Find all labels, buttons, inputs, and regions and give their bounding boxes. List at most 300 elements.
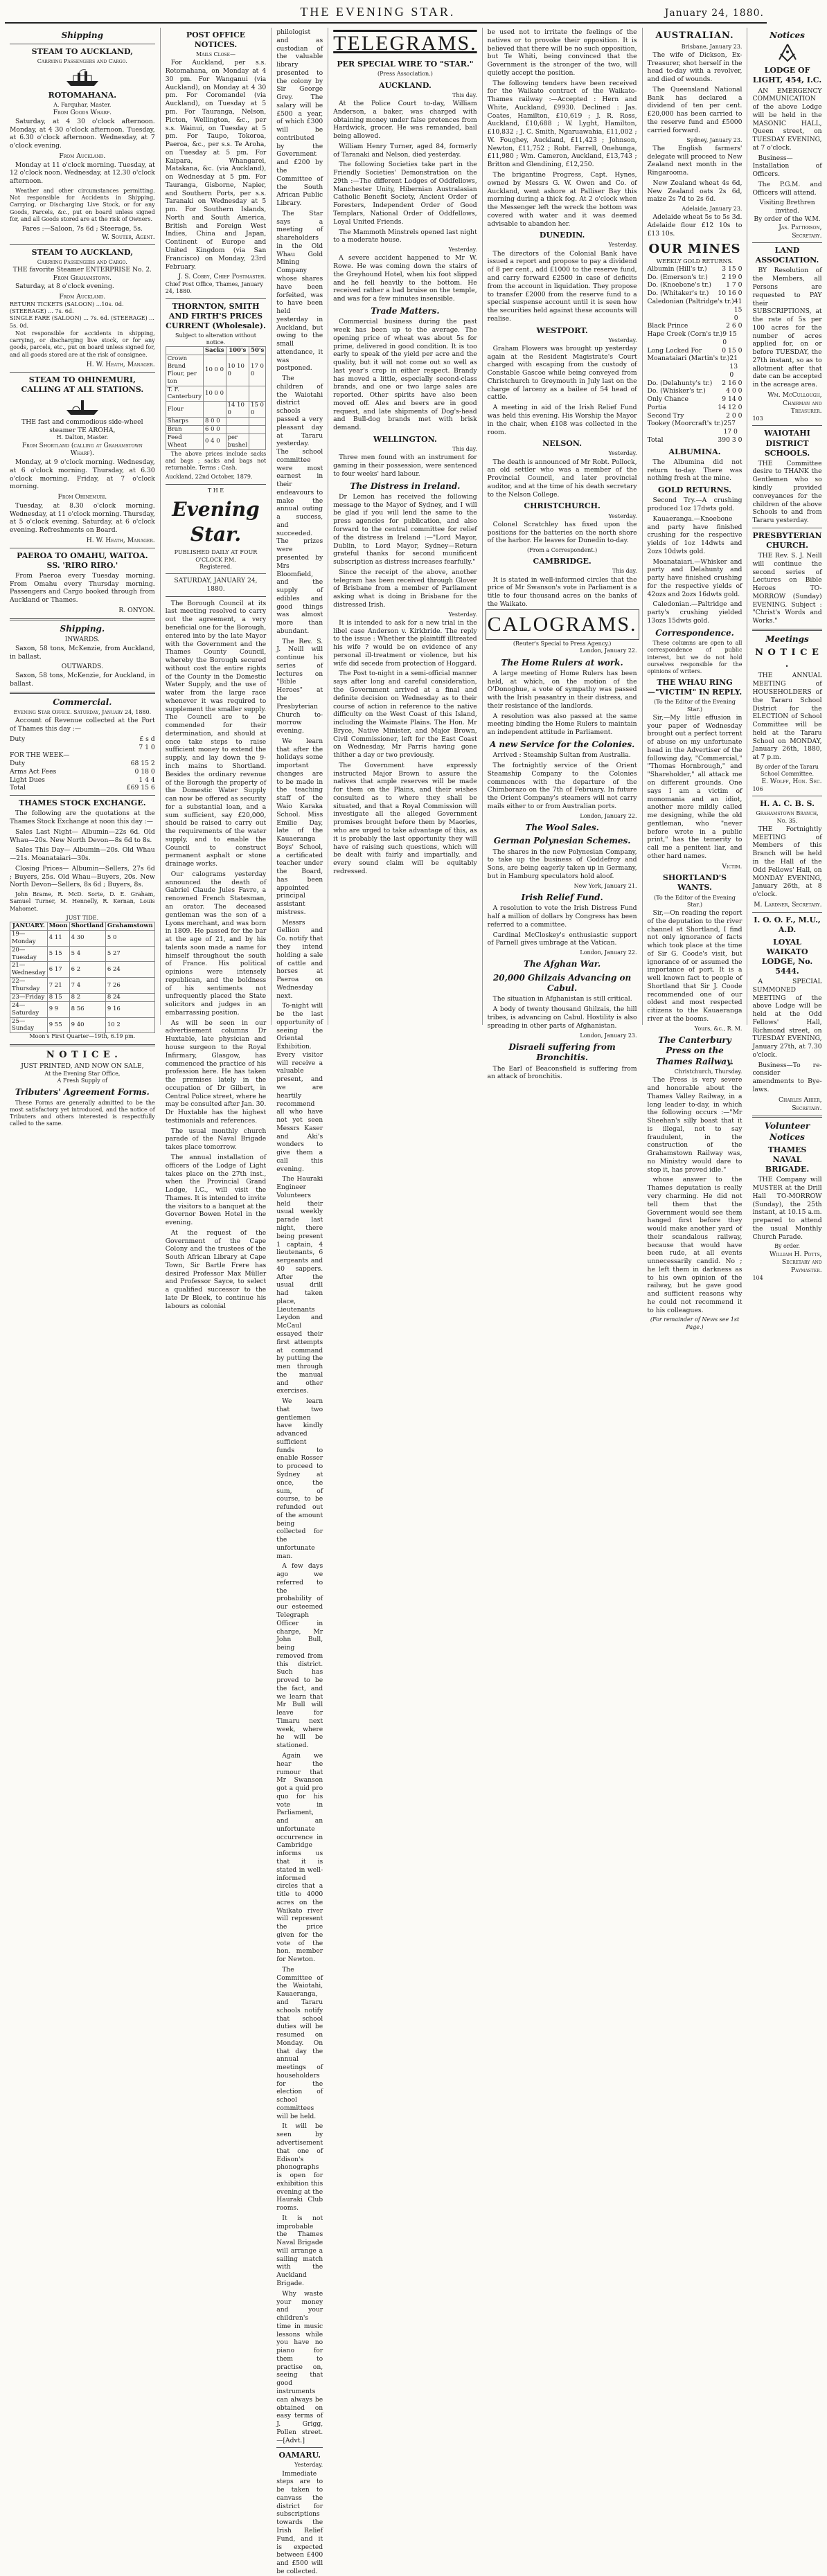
mine-name: Hape Creek (Corn's tr.) bbox=[647, 330, 723, 339]
revenue-value: £ s d bbox=[139, 735, 155, 743]
dateline: London, January 22. bbox=[580, 647, 637, 654]
divider bbox=[10, 244, 155, 245]
table-cell: 21—Wednesday bbox=[10, 962, 48, 978]
price-row bbox=[166, 425, 266, 433]
table-header-cell: JANUARY. bbox=[10, 922, 48, 931]
paragraph: The fortnightly service of the Orient Steamship Company to the Colonies commences with the departure of the Chimborazo on the 7th of February. In future the Orient Company's steamers will not carry mails either to or from Australian ports. bbox=[487, 762, 637, 810]
table-cell: Feed Wheat bbox=[166, 433, 203, 449]
heading: POST OFFICE NOTICES. bbox=[186, 30, 246, 50]
table-cell: 14 10 0 bbox=[226, 402, 249, 418]
table-header-cell: Sacks bbox=[204, 347, 226, 355]
schedule: Saturday, at 4 30 o'clock afternoon. Monday, at 4 30 o'clock afternoon. Tuesday, at 6.30 o'clock afternoon. Wednesday, at 7 o'clock evening. bbox=[10, 117, 155, 150]
paragraph: The Queensland National Bank has declared a dividend of ten per cent. £20,000 has been carried to the reserve fund and £5000 carried forward. bbox=[647, 85, 742, 134]
revenue-label: Total bbox=[10, 784, 26, 792]
ad-number: 106 bbox=[752, 786, 763, 793]
column-4 bbox=[328, 28, 483, 1025]
ship-name: THE favorite Steamer ENTERPRISE No. 2. bbox=[12, 265, 152, 274]
heading: STEAM TO AUCKLAND, bbox=[31, 47, 134, 57]
divider bbox=[166, 596, 267, 597]
paragraph: The Borough Council at its last meeting resolved to carry out the agreement, a very beneficial one for the Borough, entered into by the late Mayor with the Government and the Thames County Council, whereby the Borough secured without cost the entire rights of the County in the Domestic Water Supply, and the use of water from the large race whenever it was required to supplement the smaller supply. The Council are to be commended for their determination, and should at once take steps to raise sufficient money to extend the supply, and lay down the 9-inch mains to Shortland. Besides the ordinary revenue of the Borough the property of the Domestic Water Supply can now be offered as security for a substantial loan, and a sum sufficient, say £20,000, should be raised to carry out the requirements of the water supply, and to enable the Council to construct permanent asphalt or stone drainage works. bbox=[165, 599, 267, 868]
dateline: Yesterday. bbox=[608, 337, 637, 343]
paragraph: The Earl of Beaconsfield is suffering from an attack of bronchitis. bbox=[487, 1064, 637, 1081]
paragraph: A body of twenty thousand Ghilzais, the hill tribes, is advancing on Cabul. Hostility is also spreading in other parts of Afghanistan. bbox=[487, 1005, 637, 1030]
revenue-value: 7 1 0 bbox=[139, 743, 155, 751]
gold-return-row bbox=[648, 379, 742, 388]
registered-line: Registered. bbox=[199, 563, 232, 570]
article-heading: A new Service for the Colonies. bbox=[489, 740, 635, 750]
mine-yield: 2 0 0 bbox=[726, 411, 742, 420]
columns bbox=[5, 28, 822, 2575]
ship-name: THE fast and commodious side-wheel steamer TE AROHA, bbox=[21, 418, 143, 434]
paragraph: The above prices include sacks and bags ; sacks and bags not returnable. Terms : Cash. bbox=[165, 450, 267, 472]
continued-note: (For remainder of News see 1st Page.) bbox=[650, 1316, 740, 1330]
paragraph: The usual monthly church parade of the Naval Brigade takes place tomorrow. bbox=[165, 1127, 267, 1152]
mine-yield: 3 15 0 bbox=[722, 265, 742, 273]
subheading: Carrying Passengers and Cargo. bbox=[37, 58, 127, 65]
gold-returns-list bbox=[648, 265, 742, 445]
table-header-cell: Moon bbox=[47, 922, 69, 931]
steamship-icon bbox=[64, 396, 101, 417]
price-row bbox=[166, 433, 266, 449]
paragraph: For Auckland, per s.s. Rotomahana, on Monday at 4 30 pm. For Wanganui (via Auckland), on Monday at 4 30 pm. For Coromandel (via Auckland), on Tuesday at 5 pm. For Tauranga, Nelson, Picton, Wellington, &c., per s.s. Wainui, on Tuesday at 5 pm. For Taupo, Tokoroa, Paeroa, &c., per s.s. Te Aroha, on Tuesday at 5 pm. For Kaipara, Whangarei, Matakana, &c. (via Auckland), on Wednesday at 5 pm. For Tauranga, Gisborne, Napier, and Southern Ports, per s.s. Taranaki on Wednesday at 5 pm. For Southern Islands, North and South America, British and Foreign West Indies, China and Japan, Continent of Europe and United Kingdom (via San Francisco) on Monday, 23rd February. bbox=[165, 59, 267, 271]
steamship-icon bbox=[64, 67, 101, 88]
table-header-cell: 50's bbox=[249, 347, 266, 355]
tide-row bbox=[10, 946, 155, 962]
paper-title: THE EVENING STAR. bbox=[300, 5, 456, 19]
paragraph: The following are the quotations at the Thames Stock Exchange at noon this day :— bbox=[10, 810, 155, 825]
subheading: Mails Close— bbox=[195, 51, 235, 58]
fare-line: SINGLE FARE (SALOON) ... 7s. 6d. (STEERAGE) ... 5s. 0d. bbox=[10, 315, 154, 329]
gold-return-row bbox=[648, 330, 742, 347]
agent: W. Souter, Agent. bbox=[102, 233, 155, 241]
heading: WAIOTAHI DISTRICT SCHOOLS. bbox=[764, 429, 810, 458]
gold-return-row bbox=[648, 436, 742, 445]
gold-return-row bbox=[648, 420, 742, 436]
section-heading: Correspondence. bbox=[655, 627, 734, 638]
notice-line: By order of the W.M. bbox=[754, 215, 821, 223]
mine-name: Do. (Whisker's tr.) bbox=[647, 387, 706, 395]
heading: PRESBYTERIAN CHURCH. bbox=[752, 530, 822, 550]
paragraph: The shares in the new Polynesian Company, to take up the business of Goddefroy and Sons, are being eagerly taken up in Germany, but in Hamburg speculators hold aloof. bbox=[487, 848, 637, 880]
price-row bbox=[166, 355, 266, 386]
divider bbox=[10, 372, 155, 373]
divider bbox=[752, 1116, 821, 1118]
dateline-city: WELLINGTON. bbox=[373, 434, 437, 444]
price-row bbox=[166, 418, 266, 426]
paragraph: Adelaide wheat 5s to 5s 3d. Adelaide flour £12 10s to £13 10s. bbox=[647, 213, 742, 238]
table-cell: 8 56 bbox=[69, 1001, 105, 1017]
paragraph: THE Company will MUSTER at the Drill Hall TO-MORROW (Sunday), the 25th instant, at 10.15 a.m. prepared to attend the usual Monthly Church Parade. bbox=[752, 1176, 822, 1241]
dateline: This day. bbox=[612, 568, 637, 575]
paragraph: The Star says a meeting of shareholders in the Old Whau Gold Mining Company whose shares have been forfeited, was to have been held yesterday in Auckland, but owing to the small attendance, it was postponed. bbox=[276, 209, 323, 373]
gold-return-row bbox=[648, 298, 742, 322]
paragraph: Account of Revenue collected at the Port of Thames this day :— bbox=[10, 717, 155, 733]
table-cell: 6 2 bbox=[69, 962, 105, 978]
paragraph: Caledonian.—Paltridge and party's crushing yielded 13ozs 15dwts gold. bbox=[647, 600, 742, 625]
article-heading: GOLD RETURNS. bbox=[658, 485, 731, 495]
mine-name: Only Chance bbox=[647, 395, 688, 404]
table-cell: Sharps bbox=[166, 418, 203, 426]
paragraph: Our calograms yesterday announced the death of Gabriel Claude Jules Favre, a renowned French Statesman, an orator. The deceased gentleman was the son of a Lyons merchant, and was born in 1809. He passed for the bar at the age of 21, and by his talents soon made a name for himself throughout the south of France. His political opinions were intensely republican, and the boldness of his sentiments not unfrequently placed the State solicitors and judges in an embarrassing position. bbox=[165, 870, 267, 1017]
dateline: Yesterday. bbox=[608, 450, 637, 457]
paragraph: Moanataiari.—Whisker and party and Delahunty and party have finished crushing for the respective yields of 42ozs and 2ozs 16dwts gold. bbox=[647, 557, 742, 598]
paragraph: A meeting in aid of the Irish Relief Fund was held this evening. His Worship the Mayor in the chair, when £108 was collected in the room. bbox=[487, 404, 637, 436]
table-cell bbox=[226, 418, 249, 426]
masthead bbox=[5, 3, 767, 24]
agent: R. ONYON. bbox=[118, 606, 155, 614]
paragraph: The Rev. S. J. Neill will continue his series of lectures on "Bible Heroes" at the Presbyterian Church to-morrow evening. bbox=[276, 637, 323, 735]
article-heading: The Wool Sales. bbox=[525, 822, 599, 832]
gold-return-row bbox=[648, 274, 742, 282]
mine-name: Portia bbox=[647, 403, 667, 411]
gold-return-row bbox=[648, 322, 742, 330]
paragraph: It is intended to ask for a new trial in the libel case Anderson v. Kirkbride. The reply to the issue : Whether the plaintiff illtreated his wife ? would be on evidence of any personal ill-treatment or violence, but his wife did secede from protection of Hoggard. bbox=[333, 618, 477, 668]
table-cell: 8 24 bbox=[105, 993, 154, 1001]
table-cell: 19—Monday bbox=[10, 930, 48, 946]
mine-yield: 0 15 0 bbox=[722, 346, 742, 355]
subheading: OUTWARDS. bbox=[61, 663, 103, 671]
table-cell bbox=[249, 425, 266, 433]
table-cell: 7 26 bbox=[105, 978, 154, 994]
column-5 bbox=[483, 28, 643, 1081]
signature: William H. Potts, Secretary and Paymaster. bbox=[769, 1250, 822, 1275]
divider bbox=[166, 573, 267, 574]
fares: Fares :—Saloon, 7s 6d ; Steerage, 5s. bbox=[21, 225, 143, 233]
mine-name: Do. (Whitaker's tr.) bbox=[647, 289, 709, 298]
notice-text: Weather and other circumstances permitting. Not responsible for Accidents in Shipping, Carrying, or Discharging Live Stock, or for any Goods, Parcels, &c., put on board unless signed for, and all Goods stored are at the risk of Owners. bbox=[10, 187, 155, 222]
paragraph: New Zealand wheat 4s 6d, New Zealand oats 2s 6d, maize 2s 7d to 2s 6d. bbox=[647, 179, 742, 204]
article-heading: ALBUMINA. bbox=[668, 447, 721, 456]
dateline: Yesterday. bbox=[448, 611, 477, 618]
table-cell bbox=[204, 402, 226, 418]
dateline: Yesterday. bbox=[448, 247, 477, 253]
divider bbox=[276, 2447, 323, 2448]
paragraph: Sir,—My little effusion in your paper of Wednesday brought out a perfect torrent of abuse on my unfortunate head in the Advertiser of the following day, "Commercial," "Thomas Hornbrough," and "Shareholder," all attack me on different grounds. One says I am a victim of monomania and an idiot, another more mildly called me designing, while the old gentleman, who "never before wrote in a public print," has the temerity to call me a penitent liar, and other hard names. bbox=[647, 713, 742, 860]
mine-yield: 2 6 0 bbox=[726, 322, 742, 330]
revenue-row bbox=[10, 776, 155, 785]
dateline: London, January 22. bbox=[580, 812, 637, 819]
table-cell: 7 21 bbox=[47, 978, 69, 994]
paragraph: Graham Flowers was brought up yesterday again at the Resident Magistrate's Court charged with escaping from the custody of Constable Gascoe while being conveyed from Christchurch to Greymouth in July last on the charge of larceny as a bailee of 54 head of cattle. bbox=[487, 344, 637, 402]
mine-yield: 390 3 0 bbox=[718, 436, 742, 444]
mine-yield: 257 17 0 bbox=[723, 420, 738, 436]
route-heading: From Auckland. bbox=[59, 293, 106, 301]
notice-title: N O T I C E . bbox=[46, 1049, 118, 1060]
paragraph: Arrived : Steamship Sultan from Australia. bbox=[492, 751, 631, 760]
dateline: Adelaide, January 23. bbox=[682, 206, 742, 213]
notice-heading: Tributers' Agreement Forms. bbox=[15, 1087, 150, 1098]
table-cell: 17 0 0 bbox=[249, 355, 266, 386]
tide-table bbox=[10, 922, 155, 1033]
paragraph: To-night will be the last opportunity of seeing the Oriental Exhibition. Every visitor will receive a valuable present, and we are heartily recommend all who have not yet seen Messrs Kaser and Aki's wonders to give them a call this evening. bbox=[276, 1002, 323, 1173]
divider bbox=[166, 484, 267, 485]
gold-return-row bbox=[648, 265, 742, 274]
table-cell: 7 4 bbox=[69, 978, 105, 994]
table-cell: 10 2 bbox=[105, 1017, 154, 1033]
heading: LOYAL WAIKATO LODGE, No. 5444. bbox=[761, 937, 813, 976]
dateline: London, January 22. bbox=[580, 949, 637, 956]
paragraph: AN EMERGENCY COMMUNICATION of the above Lodge will be held in the MASONIC HALL, Queen street, on TUESDAY EVENING, at 7 o'clock. bbox=[752, 87, 822, 152]
dateline-city: DUNEDIN. bbox=[539, 231, 585, 240]
article-heading: Irish Relief Fund. bbox=[521, 892, 603, 902]
price-row bbox=[166, 402, 266, 418]
mine-yield: 41 15 0 bbox=[733, 297, 742, 322]
mine-name: Do. (Delahunty's tr.) bbox=[647, 379, 713, 387]
gold-return-row bbox=[648, 355, 742, 379]
paragraph: We learn that two gentlemen have kindly advanced sufficient funds to enable Rosser to proceed to Sydney at once, the sum, of course, to be refunded out of the amount being collected for the unfortunate man. bbox=[276, 1397, 323, 1560]
table-cell: 5 27 bbox=[105, 946, 154, 962]
paragraph: Commercial business during the past week has been up to the average. The opening price of wheat was about 5s for prime, delivered in good condition. It is too early to speak of the yield per acre and the quality, but it will not come out so well as last year's crop in either respect. Brandy has moved a little, especially second-class brands, and one or two large sales are reported. Other spirits have also been moved off. Ales and beers are in good request, and late shipments of Dog's-head and Bull-dog brands met with brisk demand. bbox=[333, 318, 477, 432]
route-heading: From Goods Wharf. bbox=[53, 108, 112, 116]
section-notices: Notices bbox=[770, 30, 805, 40]
paragraph: These Forms are generally admitted to be the most satisfactory yet introduced, and the notice of Tributers and others interested is respectfully called to the same. bbox=[10, 1099, 155, 1127]
paragraph: It is stated in well-informed circles that the price of Mr Swanson's vote in Parliament is a title to four thousand acres on the banks of the Waikato. bbox=[487, 575, 637, 608]
heading: OAMARU. bbox=[278, 2451, 321, 2460]
article-heading: Trade Matters. bbox=[371, 305, 440, 316]
manager: H. W. Heath, Manager. bbox=[86, 536, 155, 544]
paragraph: Why waste your money and your children's time in music lessons while you have no piano for them to practise on, seeing that good instruments can always be obtained on easy terms of J. Grigg, Pollen street.—[Advt.] bbox=[276, 2289, 323, 2444]
paragraph: It is not improbable the Thames Naval Brigade will arrange a sailing match with the Auckland Brigade. bbox=[276, 2214, 323, 2288]
paragraph: whose answer to the Thames deputation is really very charming. He did not tell them that the Government would see them hanged first before they would make another yard of their scandalous railway, because that would have been rude, at all events unnecessarily candid. No ; he left them in darkness as to his own opinion of the railway, but he gave good and sufficient reasons why he could not recommend it to his colleagues. bbox=[647, 1176, 742, 1314]
tide-row bbox=[10, 993, 155, 1001]
table-cell bbox=[249, 433, 266, 449]
divider bbox=[752, 629, 821, 631]
calograms-banner: CALOGRAMS. bbox=[488, 611, 637, 638]
route-heading: From Auckland. bbox=[59, 152, 106, 160]
revenue-label bbox=[10, 744, 139, 752]
gold-return-row bbox=[648, 281, 742, 289]
paragraph: Sir,—On reading the report of the deputation to the river channel at Shortland, I find not only ignorance of facts which took place at the time of Sir G. Coode's visit, but ignorance of or assumed the importance of port. It is a well known fact to people of Shortland that Sir J. Coode recommended one of our oldest and most respected citizens to the Kauaeranga river at the booms. bbox=[647, 909, 742, 1023]
paragraph: THE Rev. S. J. Neill will continue the second series of Lectures on Bible Heroes TO-MORROW (Sunday) EVENING. Subject : "Christ's Words and Works." bbox=[752, 551, 822, 625]
mine-name: Long Locked For bbox=[647, 346, 702, 355]
subheading: Subject to alteration without notice. bbox=[175, 332, 256, 346]
gold-return-row bbox=[648, 395, 742, 404]
table-cell: 0 4 0 bbox=[204, 433, 226, 449]
divider bbox=[166, 298, 267, 299]
heading: THORNTON, SMITH AND FIRTH'S PRICES CURRENT (Wholesale). bbox=[166, 301, 266, 330]
revenue-value: £69 15 6 bbox=[126, 784, 155, 792]
heading: I. O. O. F., M.U., A.D. bbox=[754, 915, 821, 934]
divider bbox=[10, 1044, 155, 1046]
table-cell: 6 24 bbox=[105, 962, 154, 978]
notice-line: By order of the Tararu School Committee. bbox=[756, 763, 819, 778]
tide-row bbox=[10, 962, 155, 978]
table-cell: 6 0 0 bbox=[204, 425, 226, 433]
article-heading: The Canterbury Press on the Thames Railway. bbox=[656, 1035, 733, 1066]
table-cell: 5 0 bbox=[105, 930, 154, 946]
paragraph: A severe accident happened to Mr W. Rowe. He was coming down the stairs of the Greyhound Hotel, when his foot slipped and he fell heavily to the bottom. He received rather a bad bruise on the temple, and was for a few minutes insensible. bbox=[333, 254, 477, 303]
heading: PAEROA TO OMAHU, WAITOA. SS. 'RIRO RIRO.' bbox=[17, 551, 148, 570]
dateline-city: CHRISTCHURCH. bbox=[524, 501, 601, 511]
section-heading: OUR MINES bbox=[648, 241, 741, 256]
table-cell: 22—Thursday bbox=[10, 978, 48, 994]
revenue-label: Duty bbox=[10, 735, 26, 743]
subheading: (To the Editor of the Evening Star.) bbox=[654, 699, 736, 713]
revenue-row bbox=[10, 768, 155, 776]
column-1 bbox=[5, 28, 161, 1127]
signature: E. Wolff, Hon. Sec. bbox=[761, 778, 822, 786]
table-header-cell: Shortland bbox=[69, 922, 105, 931]
table-cell: per bushel bbox=[226, 433, 249, 449]
signature: Yours, &c., R. M. bbox=[694, 1025, 742, 1032]
signature: Wm. McCullough, Chairman and Treasurer. bbox=[767, 391, 822, 415]
paragraph: At the Police Court to-day, William Anderson, a baker, was charged with obtaining money under false pretences from Hardwick, grocer. He was remanded, bail being allowed. bbox=[333, 100, 477, 141]
paragraph: Since the receipt of the above, another telegram has been received through Glover of Brisbane from a member of Parliament asking what is doing in Brisbane for the distressed Irish. bbox=[333, 568, 477, 609]
table-cell: T. F. Canterbury bbox=[166, 386, 203, 402]
ship-name: ROTOMAHANA. bbox=[48, 90, 117, 100]
paragraph: The Press is very severe and honorable about the Thames Valley Railway, in a long leader to-day, in which the following occurs :—"Mr Sheehan's silly boast that it is illegal, not to say fraudulent, in the construction of the Grahamstown Railway was, no Ministry would dare to stop it, has proved idle." bbox=[647, 1076, 742, 1174]
table-cell: 4 11 bbox=[47, 930, 69, 946]
mine-name: Second Try bbox=[647, 411, 684, 420]
table-cell: 10 0 0 bbox=[204, 386, 226, 402]
paragraph: A resolution to vote the Irish Distress Fund half a million of dollars by Congress has been referred to a committee. bbox=[487, 904, 637, 929]
article-heading: THE WHAU RING—"VICTIM" IN REPLY. bbox=[647, 678, 742, 697]
table-cell: Crown Brand Flour, per ton bbox=[166, 355, 203, 386]
mine-yield: 10 16 0 bbox=[718, 289, 742, 298]
mine-name: Caledonian (Paltridge's tr.) bbox=[647, 297, 734, 305]
paragraph: Messrs Gellion and Co. notify that they intend holding a sale of cattle and horses at Paeroa on Wednesday next. bbox=[276, 918, 323, 1000]
subheading: PER SPECIAL WIRE TO "STAR." bbox=[337, 60, 474, 69]
table-cell: 23—Friday bbox=[10, 993, 48, 1001]
paragraph: At the request of the Government of the Cape Colony and the trustees of the South African Library at Cape Town, Sir Bartle Frere has desired Professor Max Müller and Professor Sayce, to select a qualified successor to the late Dr Bleek, to continue his labours as colonial bbox=[165, 1228, 267, 1310]
revenue-label: Arms Act Fees bbox=[10, 767, 57, 776]
divider bbox=[10, 795, 155, 796]
revenue-row bbox=[10, 784, 155, 792]
ad-number: 103 bbox=[752, 415, 763, 422]
tide-title: JUST TIDE. bbox=[66, 914, 99, 921]
paragraph: The directors of the Colonial Bank have issued a report and propose to pay a dividend of 8 per cent., add £1000 to the reserve fund, and carry forward £2500 in case of deficits from the account in liquidation. They propose to transfer £2000 from the reserve fund to a special suspense account until it is seen how the securities held against these accounts will realise. bbox=[487, 249, 637, 323]
mine-yield: 1 7 0 bbox=[726, 281, 742, 289]
dateline: Sydney, January 23. bbox=[686, 136, 742, 143]
dateline: Evening Star Office. Saturday, January 24, 1880. bbox=[13, 709, 152, 715]
published-line: PUBLISHED DAILY AT FOUR O'CLOCK P.M. bbox=[174, 549, 258, 563]
paragraph: The following Societies take part in the Friendly Societies' Demonstration on the 29th :—The different Lodges of Oddfellows, Manchester Unity, Hibernian Australasian Catholic Benefit Society, Ancient Order of Foresters, Independent Order of Good Templars, National Order of Oddfellows, Loyal United Friends. bbox=[333, 161, 477, 226]
table-cell: 6 17 bbox=[47, 962, 69, 978]
section-heading: AUSTRALIAN. bbox=[655, 30, 734, 41]
moon-phase: Moon's First Quarter—19th, 6.19 pm. bbox=[29, 1033, 136, 1040]
paragraph: Kauaeranga.—Knoebone and party have finished crushing for the respective yields of 1oz 14dwts and 2ozs 10dwts gold. bbox=[647, 515, 742, 555]
dateline-city: CAMBRIDGE. bbox=[533, 557, 592, 566]
table-cell: 9 40 bbox=[69, 1017, 105, 1033]
paragraph: The Government have expressly instructed Major Brown to assure the natives that ample reserves will be made for them on the Plains, and their wishes consulted as to where they shall be situated, and that a Royal Commission will investigate all the alleged Government promises brought before them by Maories, who are urged to take advantage of this, as it is probably the last opportunity they will have of raising such questions, which will be dealt with fairly and impartially, and every sound claim will be equitably redressed. bbox=[333, 761, 477, 875]
table-cell: 8 0 0 bbox=[204, 418, 226, 426]
mine-name: Moanataiari (Martin's tr.) bbox=[647, 355, 730, 363]
table-header-cell bbox=[166, 347, 203, 355]
subheading: (To the Editor of the Evening Star.) bbox=[654, 894, 736, 908]
nameplate: Evening Star. bbox=[172, 497, 260, 546]
heading: H. A. C. B. S. bbox=[760, 799, 815, 809]
table-cell: 15 0 0 bbox=[249, 402, 266, 418]
paragraph: THE ANNUAL MEETING of HOUSEHOLDERS of the Tararu School District for the ELECTION of School Committee will be held at the Tararu School on MONDAY, January 26th, 1880, at 7 p.m. bbox=[752, 672, 822, 762]
mine-name: Black Prince bbox=[647, 322, 688, 330]
revenue-label: Duty bbox=[10, 760, 26, 768]
table-cell: 9 9 bbox=[47, 1001, 69, 1017]
gold-return-row bbox=[648, 404, 742, 412]
paragraph: The children of the Waiotahi district schools passed a very pleasant day at Tararu yesterday. The school committee were most earnest in their endeavours to make the annual outing a success, and succeeded. The prizes were presented by Mrs Bloomfield, and the supply of edibles and good things was almost more than abundant. bbox=[276, 375, 323, 635]
paragraph: The Hauraki Engineer Volunteers held their usual weekly parade last night, there being present 1 captain, 4 lieutenants, 6 sergeants and 40 sappers. After the usual drill had taken place, Lieutenants Leydon and McCaul essayed their first attempts at command by putting the men through the manual and other exercises. bbox=[276, 1175, 323, 1395]
table-cell: 10 0 0 bbox=[204, 355, 226, 386]
revenue-label: Light Dues bbox=[10, 776, 45, 784]
table-cell: Flour bbox=[166, 402, 203, 418]
schedule: Monday at 11 o'clock morning. Tuesday, at 12 o'clock noon. Wednesday, at 12.30 o'clock afternoon. bbox=[10, 161, 155, 186]
mine-yield: 14 12 0 bbox=[718, 403, 742, 411]
paragraph: Closing Prices— Albumin—Sellers, 27s 6d ; Buyers, 25s. Old Whau—Buyers, 20s. New North Devon—Sellers, 8s 6d ; Buyers, 8s. bbox=[10, 864, 155, 889]
table-cell: 8 15 bbox=[47, 993, 69, 1001]
divider bbox=[752, 242, 821, 243]
paragraph: BY Resolution of the Members, all Persons are requested to PAY their SUBSCRIPTIONS, at the rate of 5s per 100 acres for the number of acres applied for, on or before TUESDAY, the 27th instant, so as to allotment after that date can be accepted in the acreage area. bbox=[752, 267, 822, 389]
paragraph: The brigantine Progress, Capt. Hynes, owned by Messrs G. W. Owen and Co. of Auckland, went ashore at Palliser Bay this morning during a thick fog. At 2 o'clock when the Messenger left the wreck the bottom was covered with water and it was deemed advisable to abandon her. bbox=[487, 171, 637, 228]
revenue-row bbox=[10, 744, 155, 752]
paragraph: It will be seen by advertisement that one of Edison's phonographs is open for exhibition this evening at the Hauraki Club rooms. bbox=[276, 2122, 323, 2212]
route-heading: From Ohinemuri. bbox=[57, 493, 107, 501]
paragraph: be used not to irritate the feelings of the natives or to provoke their opposition. It is believed that there will be no such opposition, but Te Whiti, being convinced that the Government is the stronger of the two, will quietly accept the position. bbox=[487, 28, 637, 77]
price-row bbox=[166, 386, 266, 402]
route-heading: From Grahamstown. bbox=[53, 274, 112, 282]
divider bbox=[752, 912, 821, 913]
table-cell: 9 16 bbox=[105, 1001, 154, 1017]
article-heading: 20,000 Ghilzais Advancing on Cabul. bbox=[492, 972, 632, 994]
heading: LAND ASSOCIATION. bbox=[755, 246, 819, 265]
mine-yield: 9 14 0 bbox=[722, 395, 742, 404]
revenue-label: FOR THE WEEK— bbox=[10, 751, 70, 760]
notice-line: Visiting Brethren invited. bbox=[759, 199, 815, 215]
tide-row bbox=[10, 1001, 155, 1017]
heading: LODGE OF LIGHT, 454, I.C. bbox=[752, 66, 822, 85]
revenue-row bbox=[10, 735, 155, 744]
date-line: SATURDAY, JANUARY 24, 1880. bbox=[174, 577, 258, 593]
press-credit: (Press Association.) bbox=[377, 71, 433, 78]
paragraph: Again we hear the rumour that Mr Swanson got a quid pro quo for his vote in Parliament, and an unfortunate occurrence in Cambridge informs us that it is stated in well-informed circles that a title to 4000 acres on the Waikato river will represent the price given for the vote of the hon. member for Newton. bbox=[276, 1752, 323, 1964]
mine-name: Tookey (Moorcraft's tr.) bbox=[647, 420, 724, 428]
table-cell: 5 4 bbox=[69, 946, 105, 962]
dateline: This day. bbox=[452, 91, 477, 98]
column-2 bbox=[161, 28, 272, 1310]
paragraph: Immediate steps are to be taken to canvass the district for subscriptions towards the Irish Relief Fund, and it is expected between £400 and £500 will be collected. bbox=[276, 2469, 323, 2575]
gold-return-row bbox=[648, 412, 742, 420]
mine-yield: 2 19 0 bbox=[722, 273, 742, 281]
signature: Victim. bbox=[722, 862, 742, 870]
dateline-city: AUCKLAND. bbox=[379, 80, 432, 90]
tide-row bbox=[10, 978, 155, 994]
table-cell: 24—Saturday bbox=[10, 1001, 48, 1017]
paragraph: The English farmers' delegate will proceed to New Zealand next month in the Ringarooma. bbox=[647, 144, 742, 177]
article-heading: SHORTLAND'S WANTS. bbox=[662, 873, 727, 893]
paragraph: philologist and as custodian of the valuable library presented to the colony by Sir George Grey. The salary will be £500 a year, of which £300 will be contributed by the Government and £200 by the Committee of the South African Public Library. bbox=[276, 28, 323, 208]
paragraph: The Albumina did not return to-day. There was nothing fresh at the mine. bbox=[647, 458, 742, 483]
paragraph: The following tenders have been received for the Waikato contract of the Waikato-Thames railway :—Accepted : Hern and White, Auckland, £9930. Declined : Jas. Coates, Hamilton, £10,619 ; J. R. Ross, Auckland, £10,688 ; W. Lyght, Hamilton, £10,832 ; J. C. Smith, Ngaruawahia, £11,002 ; W. Foughey, Auckland, £11,423 ; Johnson, Newton, £11,752 ; Robt. Farrell, Onehunga, £11,980 ; Wm. Cameron, Auckland, £13,743 ; Britton and Glendining, £12,250. bbox=[487, 79, 637, 169]
schedule: Monday, at 9 o'clock morning. Wednesday, at 6 o'clock morning. Thursday, at 6.30 o'clock morning. Friday, at 7 o'clock morning. bbox=[10, 458, 155, 491]
press-credit: (Reuter's Special to Press Agency.) bbox=[513, 641, 612, 647]
paragraph: From Paeroa every Tuesday morning. From Omahu every Thursday morning. Passengers and Cargo booked through from Auckland or Thames. bbox=[10, 571, 155, 605]
table-cell: 9 55 bbox=[47, 1017, 69, 1033]
signature: J. S. Cobby, Chief Postmaster. bbox=[178, 273, 267, 281]
paragraph: A large meeting of Home Rulers has been held, at which, on the motion of the O'Donoghue, a vote of sympathy was passed with the Irish peasantry in their distress, and their resistance of the landlords. bbox=[487, 669, 637, 710]
notice-line: At the Evening Star Office, bbox=[44, 1070, 121, 1077]
ad-number: 104 bbox=[752, 1274, 763, 1281]
paragraph: Second Try.—A crushing produced 1oz 17dwts gold. bbox=[647, 497, 742, 512]
mine-name: Total bbox=[647, 436, 664, 444]
mine-yield: 4 0 0 bbox=[726, 387, 742, 395]
dateline: Yesterday. bbox=[294, 2462, 323, 2469]
paragraph: These columns are open to all correspondence of public interest, but we do not hold ourselves responsible for the opinions of writers. bbox=[647, 640, 742, 674]
nameplate-the: T H E bbox=[207, 487, 224, 494]
paragraph: A SPECIAL SUMMONED MEETING of the above Lodge will be held at the Odd Fellows' Hall, Richmond street, on TUESDAY EVENING, January 27th, at 7.30 o'clock. bbox=[752, 978, 822, 1059]
paragraph: The situation in Afghanistan is still critical. bbox=[492, 995, 632, 1003]
dateline: Brisbane, January 23. bbox=[681, 43, 742, 50]
article-heading: The Home Rulers at work. bbox=[501, 657, 623, 668]
section-commercial: Commercial. bbox=[53, 697, 112, 707]
dateline: Chief Post Office, Thames, January 24, 1880. bbox=[165, 281, 263, 295]
